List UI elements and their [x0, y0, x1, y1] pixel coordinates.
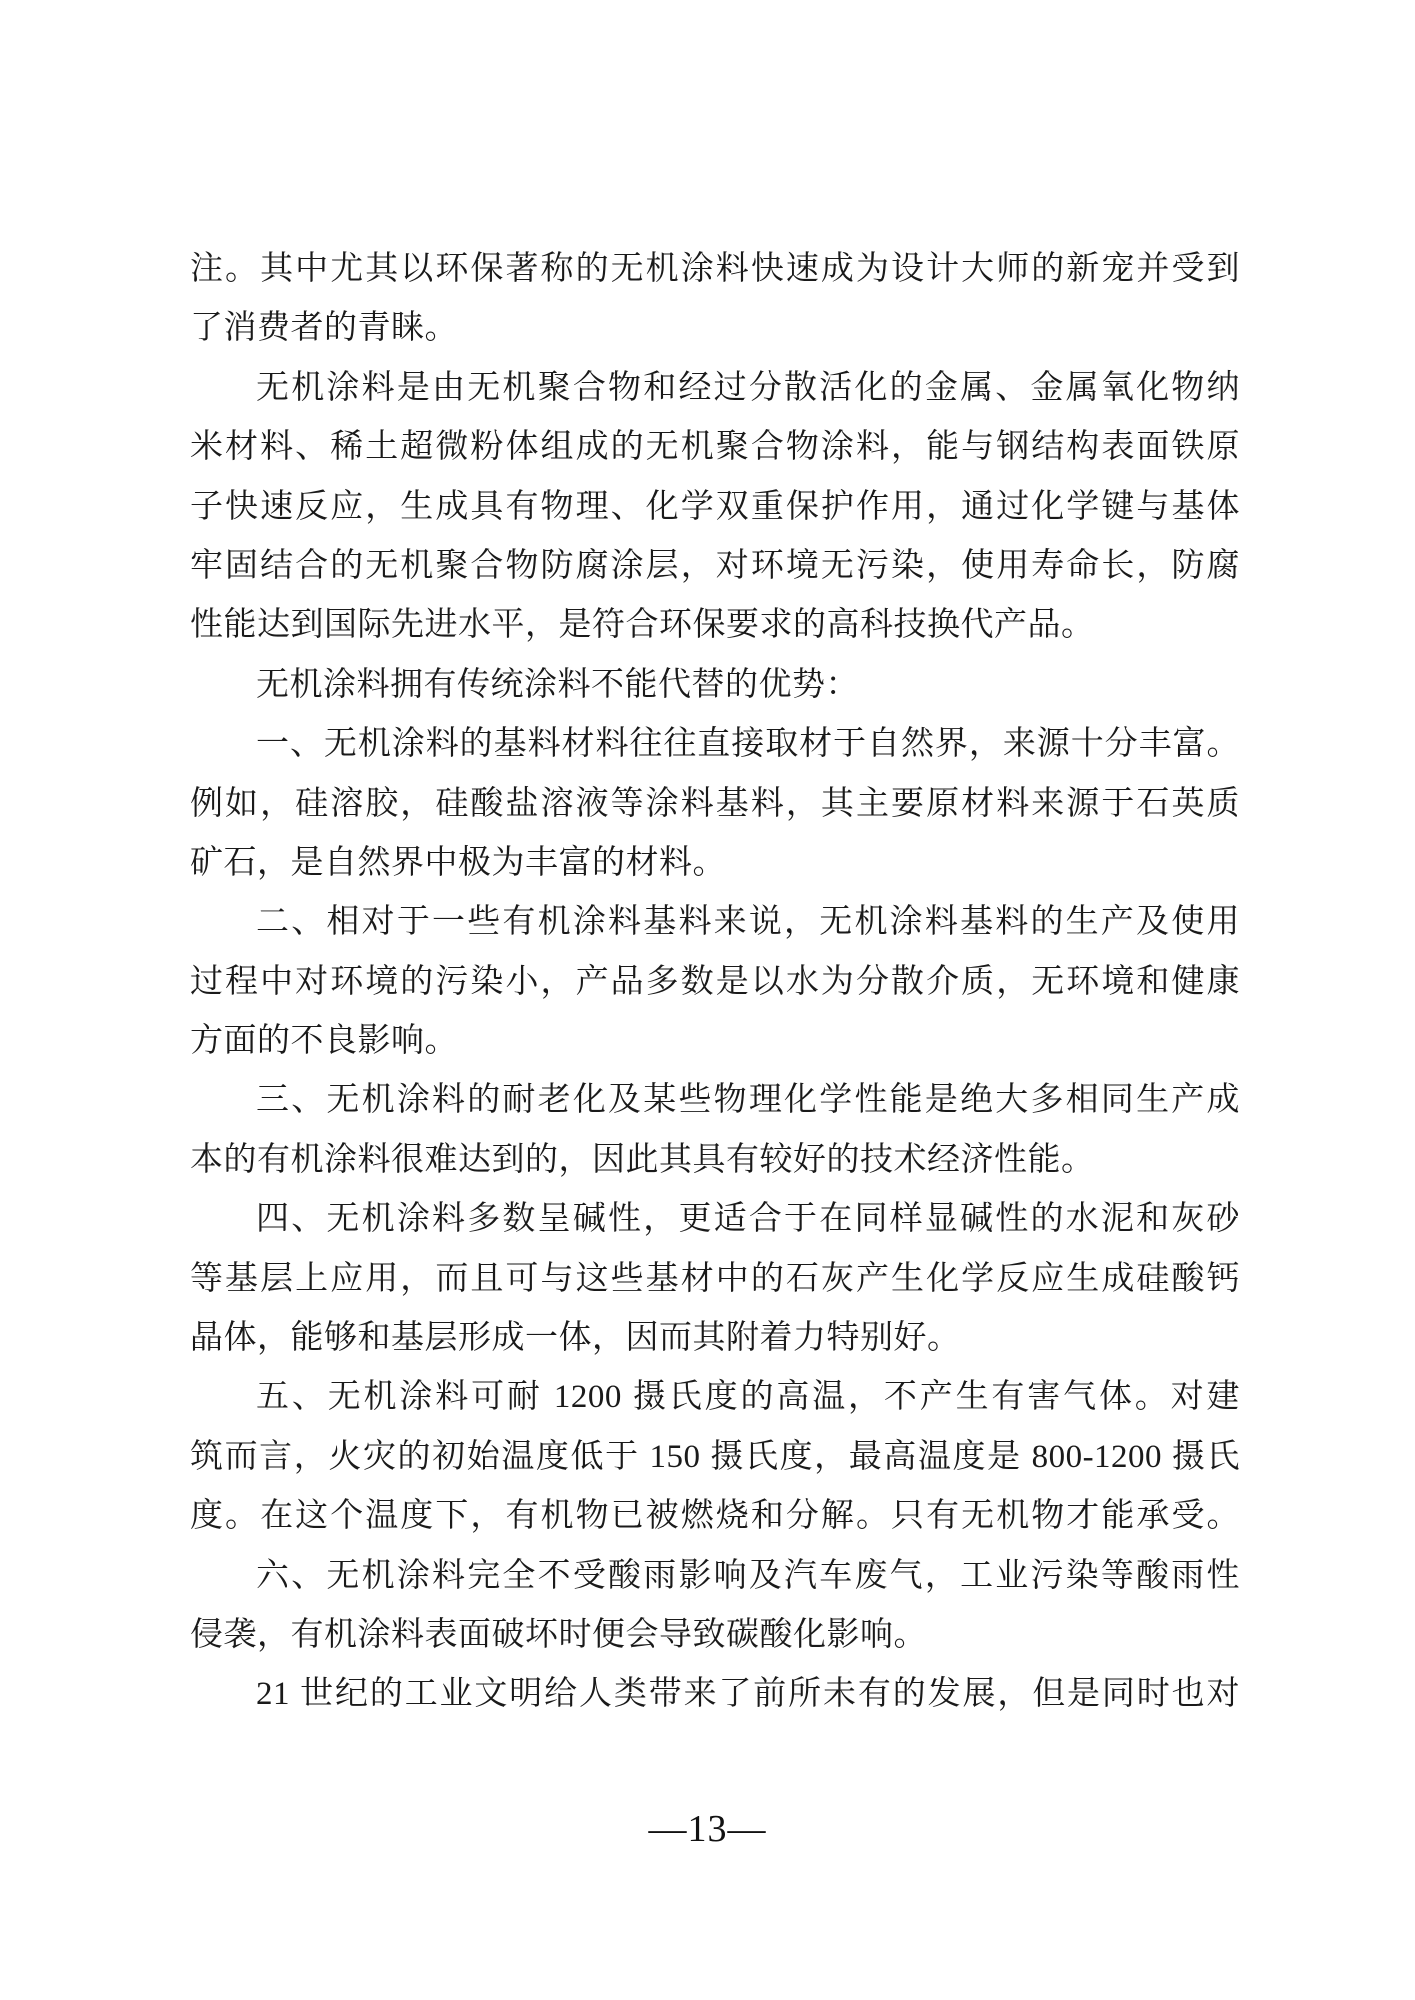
text-line: 米材料、稀土超微粉体组成的无机聚合物涂料，能与钢结构表面铁原 — [190, 429, 1240, 466]
text-line: 三、无机涂料的耐老化及某些物理化学性能是绝大多相同生产成 — [256, 1082, 1240, 1119]
text-line: 矿石，是自然界中极为丰富的材料。 — [190, 844, 726, 881]
text-line: 筑而言，火灾的初始温度低于 150 摄氏度，最高温度是 800-1200 摄氏 — [190, 1438, 1240, 1475]
text-line: 等基层上应用，而且可与这些基材中的石灰产生化学反应生成硅酸钙 — [190, 1260, 1240, 1297]
text-line: 无机涂料是由无机聚合物和经过分散活化的金属、金属氧化物纳 — [256, 369, 1240, 406]
body-text — [190, 240, 1240, 1725]
text-line: 一、无机涂料的基料材料往往直接取材于自然界，来源十分丰富。 — [256, 726, 1240, 763]
text-line: 五、无机涂料可耐 1200 摄氏度的高温，不产生有害气体。对建 — [256, 1379, 1240, 1416]
text-line: 度。在这个温度下，有机物已被燃烧和分解。只有无机物才能承受。 — [190, 1498, 1240, 1535]
text-line: 二、相对于一些有机涂料基料来说，无机涂料基料的生产及使用 — [256, 904, 1240, 941]
text-line: 例如，硅溶胶，硅酸盐溶液等涂料基料，其主要原材料来源于石英质 — [190, 785, 1240, 822]
text-line: 本的有机涂料很难达到的，因此其具有较好的技术经济性能。 — [190, 1141, 1095, 1178]
text-line: 四、无机涂料多数呈碱性，更适合于在同样显碱性的水泥和灰砂 — [256, 1201, 1240, 1238]
text-line: 六、无机涂料完全不受酸雨影响及汽车废气，工业污染等酸雨性 — [256, 1557, 1240, 1594]
text-line: 过程中对环境的污染小，产品多数是以水为分散介质，无环境和健康 — [190, 963, 1240, 1000]
text-line: 21 世纪的工业文明给人类带来了前所未有的发展，但是同时也对 — [256, 1676, 1240, 1713]
text-line: 性能达到国际先进水平，是符合环保要求的高科技换代产品。 — [190, 607, 1095, 644]
text-line: 牢固结合的无机聚合物防腐涂层，对环境无污染，使用寿命长，防腐 — [190, 547, 1240, 584]
text-line: 了消费者的青睐。 — [190, 310, 458, 347]
text-line: 注。其中尤其以环保著称的无机涂料快速成为设计大师的新宠并受到 — [190, 251, 1240, 287]
text-line: 无机涂料拥有传统涂料不能代替的优势： — [256, 666, 859, 703]
text-line: 子快速反应，生成具有物理、化学双重保护作用，通过化学键与基体 — [190, 488, 1240, 525]
page-number: —13— — [648, 1808, 767, 1850]
text-line: 晶体，能够和基层形成一体，因而其附着力特别好。 — [190, 1320, 961, 1357]
text-line: 方面的不良影响。 — [190, 1023, 458, 1060]
text-line: 侵袭，有机涂料表面破坏时便会导致碳酸化影响。 — [190, 1616, 927, 1653]
